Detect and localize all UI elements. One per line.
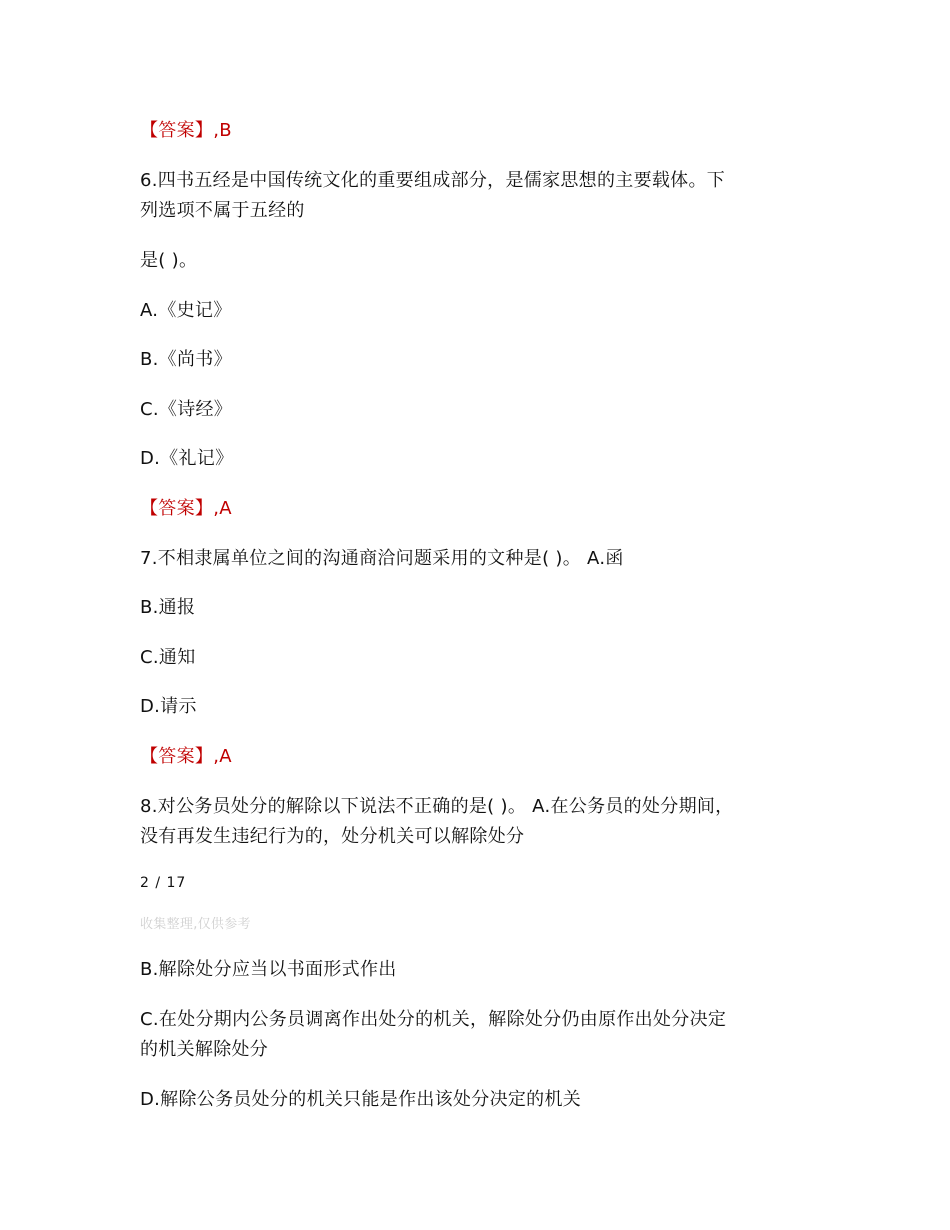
- q8-option-c-line-2: 的机关解除处分: [140, 1039, 269, 1060]
- answer-q6: 【答案】,A: [140, 498, 232, 519]
- q6-option-a: A.《史记》: [140, 300, 232, 321]
- q7-option-b: B.通报: [140, 597, 196, 618]
- question-8-line-1: 8.对公务员处分的解除以下说法不正确的是( )。 A.在公务员的处分期间，: [140, 796, 734, 817]
- q6-option-b: B.《尚书》: [140, 349, 232, 370]
- q8-option-d: D.解除公务员处分的机关只能是作出该处分决定的机关: [140, 1089, 582, 1110]
- q8-option-b: B.解除处分应当以书面形式作出: [140, 959, 397, 980]
- watermark-text: 收集整理,仅供参考: [140, 917, 251, 932]
- q6-option-d: D.《礼记》: [140, 448, 234, 469]
- answer-q7: 【答案】,A: [140, 746, 232, 767]
- q7-option-d: D.请示: [140, 696, 197, 717]
- question-8-line-2: 没有再发生违纪行为的，处分机关可以解除处分: [140, 826, 525, 847]
- question-6-line-2: 列选项不属于五经的: [140, 200, 305, 221]
- page-number: 2 / 17: [140, 875, 187, 891]
- q7-option-c: C.通知: [140, 647, 196, 668]
- answer-q5: 【答案】,B: [140, 120, 232, 141]
- question-7-line-1: 7.不相隶属单位之间的沟通商洽问题采用的文种是( )。 A.函: [140, 548, 624, 569]
- question-6-line-3: 是( )。: [140, 250, 198, 271]
- q6-option-c: C.《诗经》: [140, 399, 233, 420]
- q8-option-c-line-1: C.在处分期内公务员调离作出处分的机关，解除处分仍由原作出处分决定: [140, 1009, 727, 1030]
- question-6-line-1: 6.四书五经是中国传统文化的重要组成部分，是儒家思想的主要载体。下: [140, 170, 726, 191]
